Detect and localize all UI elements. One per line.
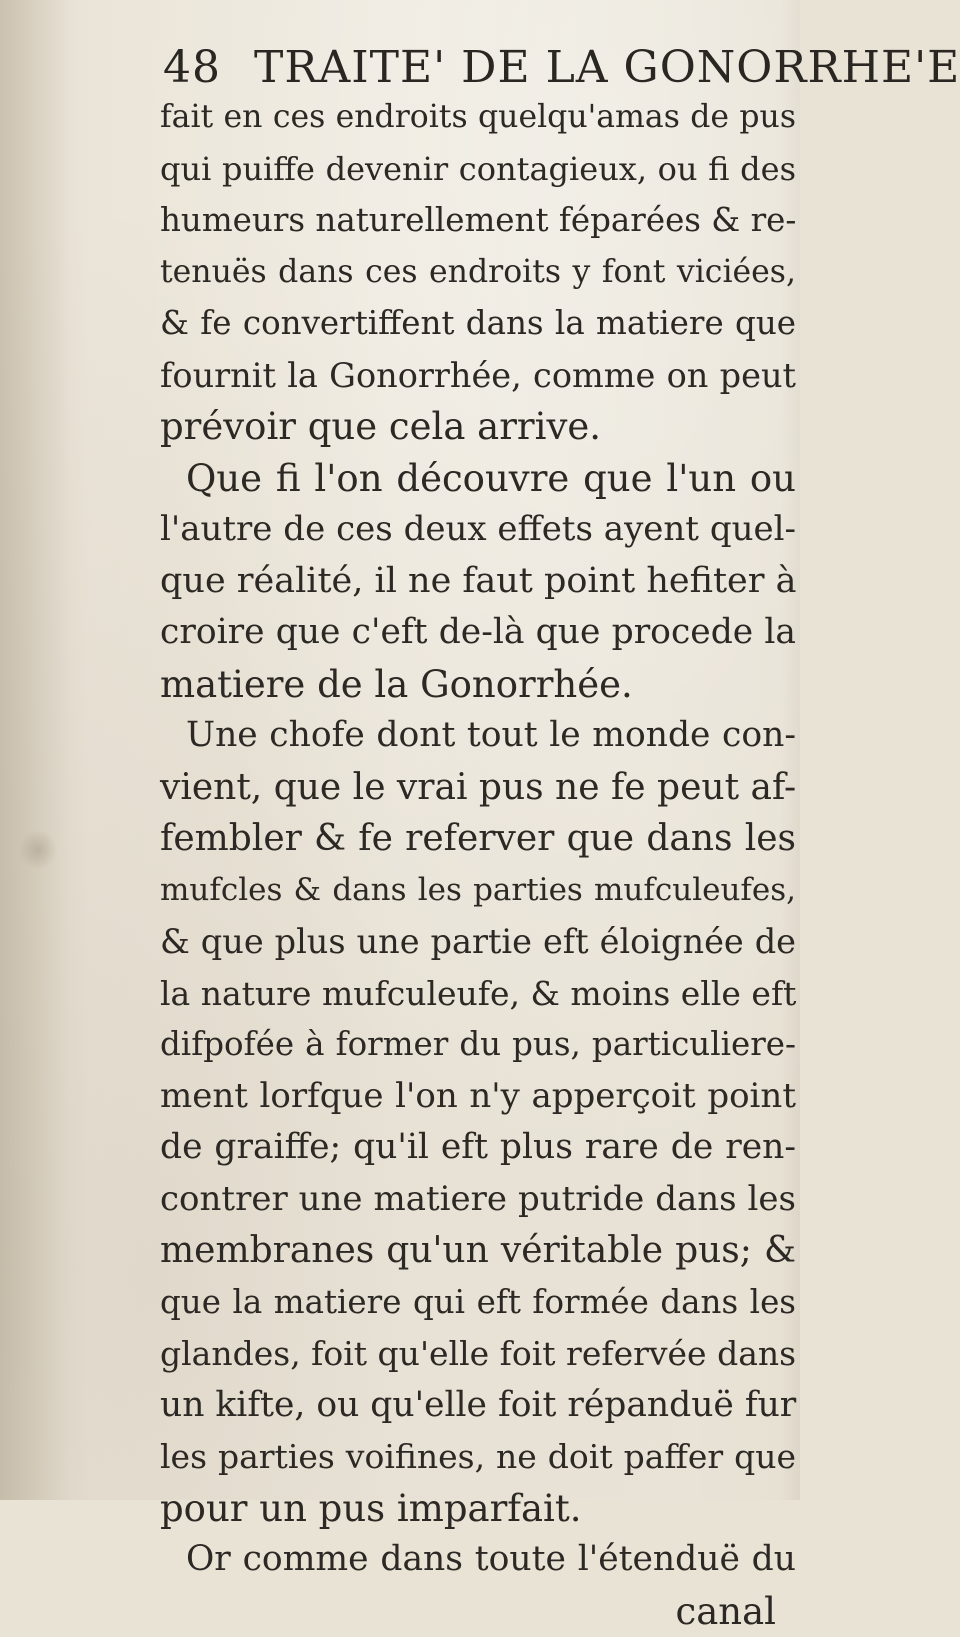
- ink-bleed-mark: [18, 830, 58, 870]
- text-line: ment lorfque l'on n'y apperçoit point: [160, 1071, 796, 1123]
- text-line: & fe convertiffent dans la matiere que: [160, 298, 796, 350]
- text-line: l'autre de ces deux effets ayent quel-: [160, 504, 796, 556]
- text-line: matiere de la Gonorrhée.: [160, 659, 796, 711]
- text-line: que réalité, il ne faut point hefiter à: [160, 556, 796, 608]
- page-gutter-shadow: [0, 0, 70, 1500]
- text-line: un kifte, ou qu'elle foit répanduë fur: [160, 1380, 796, 1432]
- text-line: les parties voifines, ne doit paffer que: [160, 1431, 796, 1483]
- text-line: membranes qu'un véritable pus; &: [160, 1225, 796, 1277]
- text-line: fournit la Gonorrhée, comme on peut: [160, 350, 796, 402]
- text-line: fembler & fe referver que dans les: [160, 813, 796, 865]
- text-line: prévoir que cela arrive.: [160, 401, 796, 453]
- catchword: canal: [160, 1586, 796, 1637]
- running-title: TRAITE' DE LA GONORRHE'E: [254, 42, 960, 93]
- running-header: [163, 38, 960, 98]
- text-line: la nature mufculeufe, & moins elle eft: [160, 968, 796, 1020]
- text-line: croire que c'eft de-là que procede la: [160, 607, 796, 659]
- text-line: qui puiffe devenir contagieux, ou fi des: [160, 144, 796, 196]
- body-text: [160, 92, 796, 1637]
- text-line: Une chofe dont tout le monde con-: [160, 710, 796, 762]
- text-line: vient, que le vrai pus ne fe peut af-: [160, 762, 796, 814]
- page-number: 48: [163, 42, 221, 93]
- text-line: pour un pus imparfait.: [160, 1483, 796, 1535]
- text-line: tenuës dans ces endroits y font viciées,: [160, 247, 796, 299]
- text-line: de graiffe; qu'il eft plus rare de ren-: [160, 1122, 796, 1174]
- text-line: Or comme dans toute l'étenduë du: [160, 1534, 796, 1586]
- text-line: mufcles & dans les parties mufculeufes,: [160, 865, 796, 917]
- text-line: glandes, foit qu'elle foit refervée dans: [160, 1328, 796, 1380]
- text-line: que la matiere qui eft formée dans les: [160, 1277, 796, 1329]
- text-line: Que fi l'on découvre que l'un ou: [160, 453, 796, 505]
- text-line: humeurs naturellement féparées & re-: [160, 195, 796, 247]
- text-line: & que plus une partie eft éloignée de: [160, 916, 796, 968]
- text-line: difpofée à former du pus, particuliere-: [160, 1019, 796, 1071]
- text-line: contrer une matiere putride dans les: [160, 1174, 796, 1226]
- text-line: fait en ces endroits quelqu'amas de pus: [160, 92, 796, 144]
